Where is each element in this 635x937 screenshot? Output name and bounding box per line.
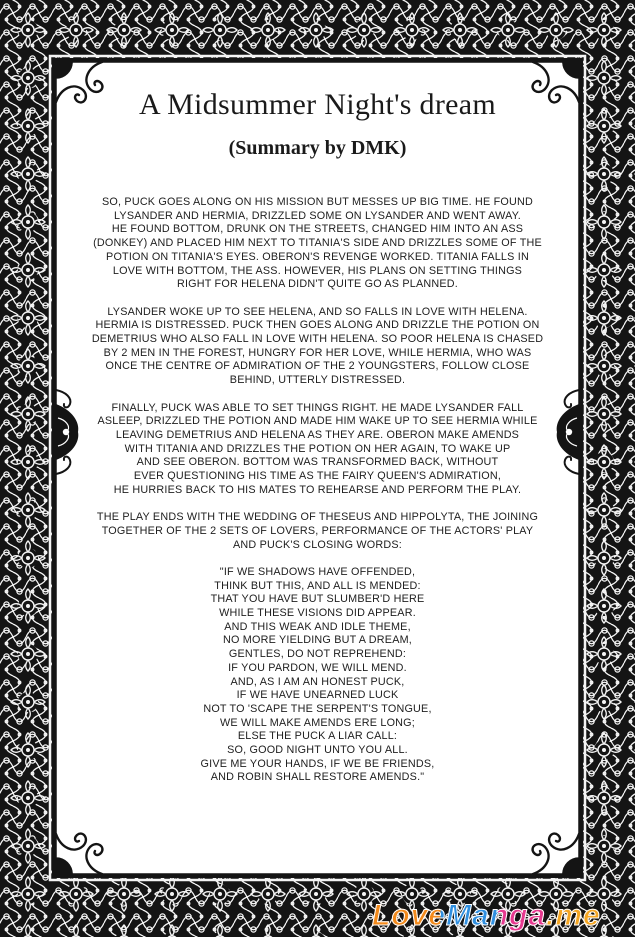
watermark-logo: LoveManga.me xyxy=(372,899,601,932)
summary-paragraph-3: FINALLY, PUCK WAS ABLE TO SET THINGS RIGHT. HE MADE LYSANDER FALL ASLEEP, DRIZZLED THE POTION AND MADE HIM WAKE UP TO SEE HERMIA WHILE LEAVING DEMETRIUS AND HELENA AS THEY ARE. OBERON MAKE AMENDS WITH TITANIA AND DRIZZLES THE POTION ON HER AGAIN, TO WAKE UP AND SEE OBERON. BOTTOM WAS TRANSFORMED BACK, WITHOUT EVER QUESTIONING HIS TIME AS THE FAIRY QUEEN'S ADMIRATION, HE HURRIES BACK TO HIS MATES TO REHEARSE AND PERFORM THE PLAY. xyxy=(97,401,538,496)
summary-paragraph-4: THE PLAY ENDS WITH THE WEDDING OF THESEUS AND HIPPOLYTA, THE JOINING TOGETHER OF THE 2 SETS OF LOVERS, PERFORMANCE OF THE ACTORS' PLAY AND PUCK'S CLOSING WORDS: xyxy=(96,511,539,551)
summary-paragraph-1: SO, PUCK GOES ALONG ON HIS MISSION BUT MESSES UP BIG TIME. HE FOUND LYSANDER AND HERMIA, DRIZZLED SOME ON LYSANDER AND WENT AWAY. HE FOUND BOTTOM, DRUNK ON THE STREETS, CHANGED HIM INTO AN ASS (DONKEY) AND PLACED HIM NEXT TO TITANIA'S SIDE AND DRIZZLES SOME OF THE POTION ON TITANIA'S EYES. OBERON'S REVENGE WORKED. TITANIA FALLS IN LOVE WITH BOTTOM, THE ASS. HOWEVER, HIS PLANS ON SETTING THINGS RIGHT FOR HELENA DIDN'T QUITE GO AS PLANNED. xyxy=(93,196,542,291)
summary-paragraph-2: LYSANDER WOKE UP TO SEE HELENA, AND SO FALLS IN LOVE WITH HELENA. HERMIA IS DISTRESSED. PUCK THEN GOES ALONG AND DRIZZLE THE POTION ON DEMETRIUS WHO ALSO FALL IN LOVE WITH HELENA. SO POOR HELENA IS CHASED BY 2 MEN IN THE FOREST, HUNGRY FOR HER LOVE, WHILE HERMIA, WHO WAS ONCE THE CENTRE OF ADMIRATION OF THE 2 YOUNGSTERS, FOLLOW CLOSE BEHIND, UTTERLY DISTRESSED. xyxy=(91,305,544,387)
summary-body xyxy=(60,196,575,799)
page-subtitle: (Summary by DMK) xyxy=(228,137,407,159)
summary-page xyxy=(60,0,575,937)
closing-poem: "IF WE SHADOWS HAVE OFFENDED, THINK BUT THIS, AND ALL IS MENDED: THAT YOU HAVE BUT SLUMBER'D HERE WHILE THESE VISIONS DID APPEAR. AND THIS WEAK AND IDLE THEME, NO MORE YIELDING BUT A DREAM, GENTLES, DO NOT REPREHEND: IF YOU PARDON, WE WILL MEND. AND, AS I AM AN HONEST PUCK, IF WE HAVE UNEARNED LUCK NOT TO 'SCAPE THE SERPENT'S TONGUE, WE WILL MAKE AMENDS ERE LONG; ELSE THE PUCK A LIAR CALL: SO, GOOD NIGHT UNTO YOU ALL. GIVE ME YOUR HANDS, IF WE BE FRIENDS, AND ROBIN SHALL RESTORE AMENDS." xyxy=(200,565,435,784)
page-title: A Midsummer Night's dream xyxy=(138,88,497,121)
